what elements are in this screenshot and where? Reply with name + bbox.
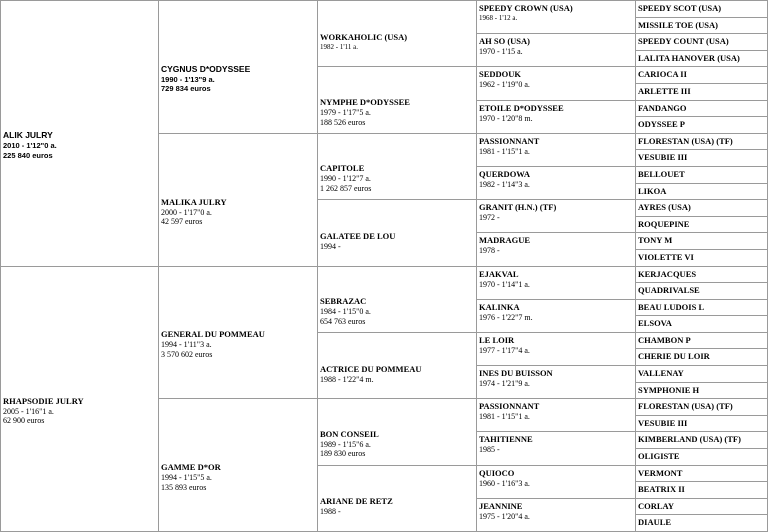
horse-name: KERJACQUES (638, 269, 765, 280)
horse-entry (479, 136, 633, 157)
horse-name: QUIOCO (479, 468, 633, 479)
pedigree-cell-gen4[interactable] (476, 232, 636, 266)
horse-name: SEBRAZAC (320, 296, 474, 307)
pedigree-cell-gen5[interactable] (635, 448, 768, 466)
pedigree-cell-gen4[interactable] (476, 166, 636, 200)
horse-year-record: 1984 - 1'15"0 a. (320, 307, 474, 317)
horse-name: JEANNINE (479, 501, 633, 512)
horse-name: ALIK JULRY (3, 130, 156, 141)
horse-entry (638, 501, 765, 512)
horse-name: CORLAY (638, 501, 765, 512)
horse-year-record: 1981 - 1'15"1 a. (479, 412, 633, 422)
horse-name: GAMME D*OR (161, 462, 315, 473)
horse-year-record: 1990 - 1'12"7 a. (320, 174, 474, 184)
horse-name: BON CONSEIL (320, 429, 474, 440)
pedigree-cell-gen1[interactable] (0, 0, 159, 267)
horse-year-record: 1989 - 1'15"6 a. (320, 440, 474, 450)
horse-name: GRANIT (H.N.) (TF) (479, 202, 633, 213)
horse-entry (479, 368, 633, 389)
horse-name: ETOILE D*ODYSSEE (479, 103, 633, 114)
horse-year-record: 1970 - 1'20"8 m. (479, 114, 633, 124)
pedigree-cell-gen5[interactable] (635, 415, 768, 433)
horse-earnings: 3 570 602 euros (161, 350, 315, 360)
horse-entry (479, 501, 633, 522)
horse-entry (161, 329, 315, 359)
horse-earnings: 188 526 euros (320, 118, 474, 128)
pedigree-cell-gen3[interactable] (317, 398, 477, 465)
horse-entry (479, 468, 633, 489)
pedigree-cell-gen4[interactable] (476, 66, 636, 100)
horse-entry (638, 86, 765, 97)
horse-name: ACTRICE DU POMMEAU (320, 364, 474, 375)
horse-entry (479, 335, 633, 356)
horse-name: WORKAHOLIC (USA) (320, 32, 474, 43)
pedigree-cell-gen1[interactable] (0, 266, 159, 532)
horse-name: BELLOUET (638, 169, 765, 180)
horse-name: FLORESTAN (USA) (TF) (638, 401, 765, 412)
horse-year-record: 1982 - 1'11 a. (320, 43, 474, 51)
horse-entry (638, 351, 765, 362)
pedigree-cell-gen3[interactable] (317, 0, 477, 67)
horse-year-record: 1978 - (479, 246, 633, 256)
pedigree-cell-gen4[interactable] (476, 431, 636, 465)
pedigree-cell-gen5[interactable] (635, 332, 768, 350)
horse-entry (638, 252, 765, 263)
pedigree-cell-gen5[interactable] (635, 83, 768, 101)
horse-name: ODYSSEE P (638, 119, 765, 130)
horse-entry (638, 235, 765, 246)
horse-entry (638, 368, 765, 379)
horse-year-record: 1988 - (320, 507, 474, 517)
horse-name: VESUBIE III (638, 152, 765, 163)
pedigree-cell-gen5[interactable] (635, 498, 768, 516)
horse-entry (638, 152, 765, 163)
horse-year-record: 1990 - 1'13"9 a. (161, 75, 315, 85)
horse-entry (479, 3, 633, 22)
horse-year-record: 1960 - 1'16"3 a. (479, 479, 633, 489)
horse-name: KALINKA (479, 302, 633, 313)
horse-entry (638, 385, 765, 396)
horse-name: CHERIE DU LOIR (638, 351, 765, 362)
horse-year-record: 1977 - 1'17"4 a. (479, 346, 633, 356)
horse-entry (479, 169, 633, 190)
horse-entry (479, 69, 633, 90)
pedigree-cell-gen3[interactable] (317, 199, 477, 266)
horse-name: EJAKVAL (479, 269, 633, 280)
horse-entry (479, 202, 633, 223)
horse-earnings: 189 830 euros (320, 449, 474, 459)
horse-entry (320, 296, 474, 326)
pedigree-cell-gen3[interactable] (317, 465, 477, 532)
pedigree-cell-gen5[interactable] (635, 249, 768, 267)
horse-name: MALIKA JULRY (161, 197, 315, 208)
pedigree-cell-gen2[interactable] (158, 266, 318, 400)
pedigree-cell-gen4[interactable] (476, 299, 636, 333)
pedigree-cell-gen4[interactable] (476, 100, 636, 134)
horse-year-record: 1988 - 1'22"4 m. (320, 375, 474, 385)
pedigree-cell-gen5[interactable] (635, 100, 768, 118)
horse-entry (638, 401, 765, 412)
horse-entry (638, 335, 765, 346)
horse-year-record: 1974 - 1'21"9 a. (479, 379, 633, 389)
pedigree-cell-gen5[interactable] (635, 232, 768, 250)
horse-name: SPEEDY CROWN (USA) (479, 3, 633, 14)
pedigree-cell-gen5[interactable] (635, 481, 768, 499)
horse-entry (638, 285, 765, 296)
horse-entry (638, 318, 765, 329)
horse-name: VIOLETTE VI (638, 252, 765, 263)
horse-name: AYRES (USA) (638, 202, 765, 213)
horse-year-record: 1975 - 1'20"4 a. (479, 512, 633, 522)
horse-year-record: 1994 - (320, 242, 474, 252)
horse-year-record: 2010 - 1'12"0 a. (3, 141, 156, 151)
horse-entry (479, 401, 633, 422)
pedigree-cell-gen3[interactable] (317, 66, 477, 133)
horse-name: PASSIONNANT (479, 136, 633, 147)
horse-name: TAHITIENNE (479, 434, 633, 445)
horse-name: BEATRIX II (638, 484, 765, 495)
pedigree-cell-gen5[interactable] (635, 365, 768, 383)
horse-name: TONY M (638, 235, 765, 246)
horse-entry (638, 136, 765, 147)
pedigree-cell-gen5[interactable] (635, 398, 768, 416)
pedigree-cell-gen5[interactable] (635, 315, 768, 333)
pedigree-cell-gen2[interactable] (158, 133, 318, 267)
horse-name: FANDANGO (638, 103, 765, 114)
horse-entry (638, 484, 765, 495)
horse-entry (3, 396, 156, 426)
horse-entry (638, 202, 765, 213)
horse-name: ELSOVA (638, 318, 765, 329)
horse-year-record: 1982 - 1'14"3 a. (479, 180, 633, 190)
horse-name: MADRAGUE (479, 235, 633, 246)
horse-entry (638, 53, 765, 64)
pedigree-cell-gen5[interactable] (635, 199, 768, 217)
pedigree-cell-gen5[interactable] (635, 299, 768, 317)
horse-name: SPEEDY COUNT (USA) (638, 36, 765, 47)
pedigree-cell-gen5[interactable] (635, 66, 768, 84)
pedigree-cell-gen5[interactable] (635, 266, 768, 284)
horse-entry (320, 97, 474, 127)
horse-name: ARLETTE III (638, 86, 765, 97)
horse-name: VESUBIE III (638, 418, 765, 429)
horse-name: CARIOCA II (638, 69, 765, 80)
horse-name: BEAU LUDOIS L (638, 302, 765, 313)
horse-name: INES DU BUISSON (479, 368, 633, 379)
horse-name: DIAULE (638, 517, 765, 528)
pedigree-cell-gen2[interactable] (158, 0, 318, 134)
horse-name: NYMPHE D*ODYSSEE (320, 97, 474, 108)
pedigree-cell-gen4[interactable] (476, 332, 636, 366)
horse-name: OLIGISTE (638, 451, 765, 462)
horse-entry (3, 130, 156, 160)
horse-entry (638, 186, 765, 197)
horse-earnings: 654 763 euros (320, 317, 474, 327)
pedigree-cell-gen3[interactable] (317, 266, 477, 333)
horse-entry (638, 36, 765, 47)
horse-name: MISSILE TOE (USA) (638, 20, 765, 31)
horse-name: CHAMBON P (638, 335, 765, 346)
horse-year-record: 1970 - 1'14"1 a. (479, 280, 633, 290)
horse-entry (638, 418, 765, 429)
horse-entry (638, 468, 765, 479)
horse-year-record: 1968 - 1'12 a. (479, 14, 633, 22)
horse-entry (161, 197, 315, 227)
pedigree-cell-gen5[interactable] (635, 382, 768, 400)
horse-entry (638, 119, 765, 130)
horse-entry (638, 302, 765, 313)
horse-name: CYGNUS D*ODYSSEE (161, 64, 315, 75)
horse-year-record: 1985 - (479, 445, 633, 455)
pedigree-cell-gen5[interactable] (635, 465, 768, 483)
horse-year-record: 1962 - 1'19"0 a. (479, 80, 633, 90)
horse-entry (638, 69, 765, 80)
horse-entry (161, 462, 315, 492)
horse-name: AH SO (USA) (479, 36, 633, 47)
pedigree-cell-gen4[interactable] (476, 398, 636, 432)
horse-entry (479, 269, 633, 290)
horse-entry (638, 103, 765, 114)
horse-year-record: 2005 - 1'16"1 a. (3, 407, 156, 417)
horse-entry (320, 429, 474, 459)
horse-earnings: 1 262 857 euros (320, 184, 474, 194)
horse-entry (479, 302, 633, 323)
horse-name: QUADRIVALSE (638, 285, 765, 296)
horse-name: GENERAL DU POMMEAU (161, 329, 315, 340)
pedigree-cell-gen5[interactable] (635, 166, 768, 184)
horse-name: RHAPSODIE JULRY (3, 396, 156, 407)
horse-name: SYMPHONIE H (638, 385, 765, 396)
horse-name: VERMONT (638, 468, 765, 479)
pedigree-cell-gen5[interactable] (635, 33, 768, 51)
horse-name: GALATEE DE LOU (320, 231, 474, 242)
horse-entry (479, 235, 633, 256)
horse-earnings: 62 900 euros (3, 416, 156, 426)
pedigree-cell-gen5[interactable] (635, 216, 768, 234)
pedigree-cell-gen5[interactable] (635, 17, 768, 35)
horse-entry (638, 269, 765, 280)
horse-name: KIMBERLAND (USA) (TF) (638, 434, 765, 445)
horse-entry (479, 36, 633, 57)
horse-year-record: 1994 - 1'11"3 a. (161, 340, 315, 350)
horse-entry (161, 64, 315, 94)
pedigree-cell-gen4[interactable] (476, 498, 636, 532)
horse-entry (479, 434, 633, 455)
horse-name: FLORESTAN (USA) (TF) (638, 136, 765, 147)
horse-entry (638, 451, 765, 462)
horse-earnings: 729 834 euros (161, 84, 315, 94)
horse-entry (638, 169, 765, 180)
pedigree-cell-gen4[interactable] (476, 0, 636, 34)
horse-name: SEDDOUK (479, 69, 633, 80)
horse-entry (320, 496, 474, 517)
horse-name: LIKOA (638, 186, 765, 197)
pedigree-cell-gen5[interactable] (635, 183, 768, 201)
horse-entry (638, 20, 765, 31)
horse-name: VALLENAY (638, 368, 765, 379)
horse-entry (320, 32, 474, 51)
pedigree-cell-gen5[interactable] (635, 514, 768, 532)
horse-name: ROQUEPINE (638, 219, 765, 230)
horse-entry (638, 3, 765, 14)
horse-year-record: 1994 - 1'15"5 a. (161, 473, 315, 483)
pedigree-cell-gen5[interactable] (635, 0, 768, 18)
horse-entry (638, 517, 765, 528)
pedigree-cell-gen4[interactable] (476, 33, 636, 67)
pedigree-cell-gen5[interactable] (635, 149, 768, 167)
pedigree-cell-gen4[interactable] (476, 465, 636, 499)
horse-earnings: 42 597 euros (161, 217, 315, 227)
horse-year-record: 2000 - 1'17"0 a. (161, 208, 315, 218)
horse-name: SPEEDY SCOT (USA) (638, 3, 765, 14)
horse-name: QUERDOWA (479, 169, 633, 180)
pedigree-cell-gen3[interactable] (317, 332, 477, 399)
horse-name: ARIANE DE RETZ (320, 496, 474, 507)
horse-name: LE LOIR (479, 335, 633, 346)
pedigree-cell-gen2[interactable] (158, 398, 318, 532)
horse-name: CAPITOLE (320, 163, 474, 174)
pedigree-cell-gen3[interactable] (317, 133, 477, 200)
pedigree-cell-gen5[interactable] (635, 133, 768, 151)
horse-name: LALITA HANOVER (USA) (638, 53, 765, 64)
horse-year-record: 1976 - 1'22"7 m. (479, 313, 633, 323)
pedigree-cell-gen5[interactable] (635, 116, 768, 134)
horse-entry (638, 219, 765, 230)
horse-year-record: 1972 - (479, 213, 633, 223)
horse-entry (320, 364, 474, 385)
horse-entry (638, 434, 765, 445)
horse-entry (320, 231, 474, 252)
horse-year-record: 1981 - 1'15"1 a. (479, 147, 633, 157)
pedigree-cell-gen4[interactable] (476, 133, 636, 167)
pedigree-cell-gen5[interactable] (635, 50, 768, 68)
pedigree-cell-gen4[interactable] (476, 266, 636, 300)
pedigree-cell-gen5[interactable] (635, 282, 768, 300)
horse-entry (320, 163, 474, 193)
horse-year-record: 1979 - 1'17"5 a. (320, 108, 474, 118)
pedigree-cell-gen5[interactable] (635, 431, 768, 449)
horse-earnings: 225 840 euros (3, 151, 156, 161)
horse-entry (479, 103, 633, 124)
horse-earnings: 135 893 euros (161, 483, 315, 493)
pedigree-cell-gen4[interactable] (476, 199, 636, 233)
pedigree-cell-gen5[interactable] (635, 348, 768, 366)
pedigree-cell-gen4[interactable] (476, 365, 636, 399)
horse-name: PASSIONNANT (479, 401, 633, 412)
horse-year-record: 1970 - 1'15 a. (479, 47, 633, 57)
